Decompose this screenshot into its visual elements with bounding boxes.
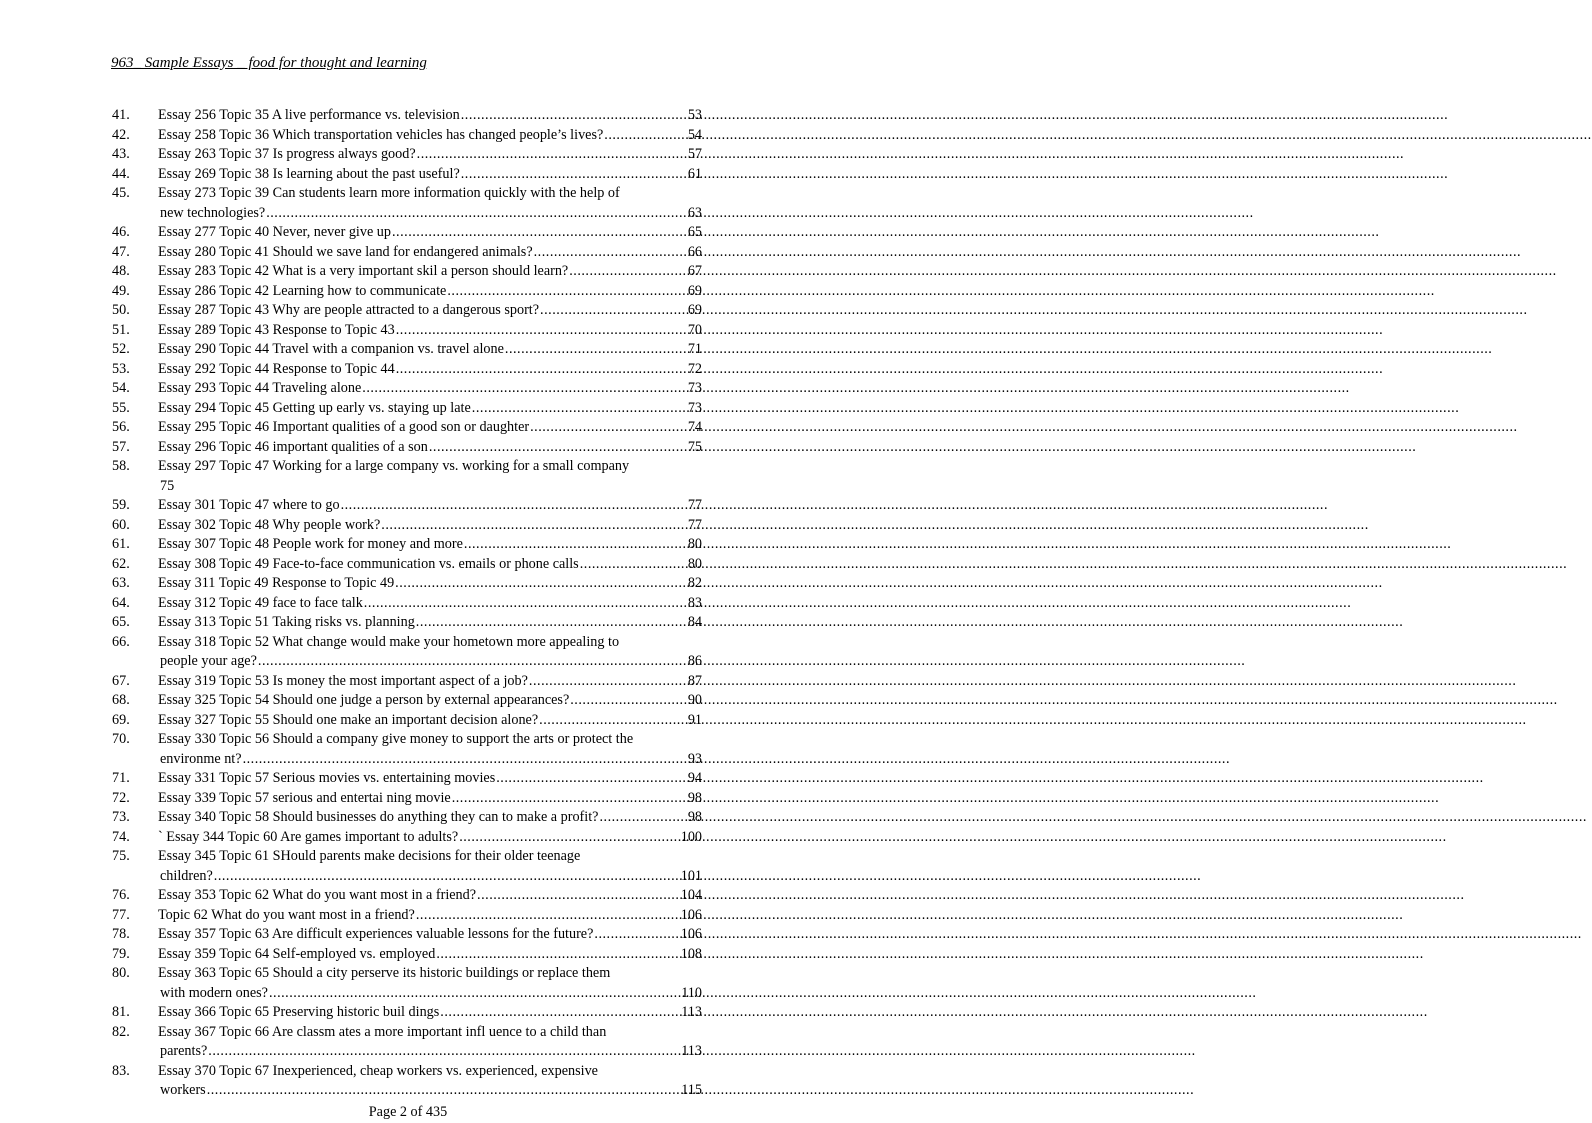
toc-entry-line: [0, 925, 816, 945]
toc-entry-title: Essay 269 Topic 38 Is learning about the past useful?: [158, 165, 460, 182]
toc-entry[interactable]: [0, 243, 816, 263]
toc-entry-line: [0, 633, 816, 653]
toc-page-number: 71: [687, 341, 702, 357]
toc-entry[interactable]: [0, 906, 816, 926]
toc-entry-title: Essay 292 Topic 44 Response to Topic 44: [158, 360, 395, 377]
toc-entry[interactable]: [0, 1062, 816, 1101]
toc-dot-leader: [381, 516, 687, 536]
toc-dot-leader: [529, 672, 687, 692]
toc-entry-line: [0, 126, 816, 146]
toc-entry-title: Essay 283 Topic 42 What is a very important skil a person should learn?: [158, 263, 569, 279]
toc-page-number: 69: [687, 302, 702, 318]
toc-entry-number: 42.: [112, 126, 130, 143]
toc-entry-line: [0, 301, 816, 321]
toc-entry-number: 66.: [112, 633, 130, 650]
toc-entry[interactable]: [0, 594, 816, 614]
table-of-contents: [0, 106, 816, 1101]
toc-page-number: 73: [687, 380, 702, 396]
toc-entry-title: Essay 311 Topic 49 Response to Topic 49: [158, 575, 395, 591]
toc-page-number: 80: [687, 555, 702, 572]
toc-page-number: 104: [680, 887, 702, 903]
toc-entry[interactable]: [0, 184, 816, 223]
toc-page-number: 98: [687, 789, 702, 806]
toc-page-number: 67: [687, 263, 702, 279]
toc-entry-line: [0, 223, 816, 243]
toc-dot-leader: [417, 145, 687, 165]
toc-entry-number: 46.: [112, 224, 130, 240]
toc-dot-leader: [496, 769, 687, 789]
toc-entry[interactable]: [0, 672, 816, 692]
toc-entry-number: 41.: [112, 107, 130, 123]
toc-entry-line: [0, 418, 816, 438]
toc-entry-line: [0, 808, 816, 828]
toc-entry[interactable]: [0, 262, 816, 282]
toc-entry[interactable]: [0, 633, 816, 672]
toc-entry-title: Essay 289 Topic 43 Response to Topic 43: [158, 321, 395, 338]
toc-dot-leader: [570, 691, 687, 711]
toc-entry-title: Essay 363 Topic 65 Should a city perserve its historic buildings or replace them: [158, 965, 611, 981]
toc-dot-leader: [243, 750, 687, 770]
toc-entry[interactable]: [0, 418, 816, 438]
toc-entry-line: [0, 730, 816, 750]
toc-entry-line: [0, 1023, 816, 1043]
toc-dot-leader: [599, 808, 686, 828]
toc-entry[interactable]: [0, 847, 816, 886]
toc-entry-line: [0, 184, 816, 204]
toc-page-number: 63: [687, 204, 702, 221]
toc-entry-title: Essay 345 Topic 61 SHould parents make decisions for their older teenage: [158, 848, 581, 864]
toc-entry-number: 67.: [112, 672, 130, 689]
toc-entry[interactable]: [0, 886, 816, 906]
toc-entry-title: Essay 301 Topic 47 where to go: [158, 497, 340, 513]
toc-page-number: 84: [687, 614, 702, 630]
toc-dot-leader: [447, 282, 686, 302]
toc-entry-title: Essay 280 Topic 41 Should we save land for endangered animals?: [158, 243, 533, 260]
toc-entry-title: Essay 263 Topic 37 Is progress always good?: [158, 146, 416, 162]
toc-page-number: 98: [687, 809, 702, 825]
toc-entry[interactable]: [0, 438, 816, 458]
toc-entry-line: [0, 204, 816, 224]
toc-dot-leader: [396, 360, 687, 380]
toc-dot-leader: [604, 126, 687, 146]
toc-entry-line: [0, 964, 816, 984]
toc-entry-title: Essay 330 Topic 56 Should a company give money to support the arts or protect the: [158, 731, 634, 747]
toc-page-number: 90: [687, 692, 702, 708]
toc-page-number: 69: [687, 282, 702, 299]
toc-entry-title: Topic 62 What do you want most in a friend?: [158, 906, 415, 923]
toc-entry-title: Essay 312 Topic 49 face to face talk: [158, 594, 363, 611]
toc-entry[interactable]: [0, 360, 816, 380]
toc-entry[interactable]: [0, 1003, 816, 1023]
toc-dot-leader: [580, 555, 687, 575]
toc-entry-number: 54.: [112, 380, 130, 396]
toc-entry-title: Essay 367 Topic 66 Are classm ates a more important infl uence to a child than: [158, 1023, 607, 1040]
toc-entry-title: Essay 258 Topic 36 Which transportation vehicles has changed people’s lives?: [158, 126, 604, 143]
toc-dot-leader: [505, 340, 687, 360]
toc-dot-leader: [214, 867, 680, 887]
toc-entry[interactable]: [0, 730, 816, 769]
toc-entry-line: [0, 555, 816, 575]
toc-entry-line: [0, 340, 816, 360]
toc-page-number: 106: [680, 926, 702, 942]
toc-entry-line: [0, 457, 816, 477]
toc-page-number: 83: [687, 594, 702, 611]
toc-entry[interactable]: [0, 574, 816, 594]
toc-entry-number: 81.: [112, 1004, 130, 1020]
toc-entry[interactable]: [0, 106, 816, 126]
toc-dot-leader: [258, 652, 687, 672]
toc-entry-title: Essay 325 Topic 54 Should one judge a person by external appearances?: [158, 692, 570, 708]
toc-entry[interactable]: [0, 555, 816, 575]
toc-entry-line: [0, 516, 816, 536]
toc-entry-number: 68.: [112, 692, 130, 708]
toc-entry-line: [0, 906, 816, 926]
toc-entry-line: [0, 652, 816, 672]
toc-entry-line: [0, 399, 816, 419]
toc-dot-leader: [464, 535, 687, 555]
toc-page-number: 74: [687, 419, 702, 435]
toc-entry-number: 43.: [112, 146, 130, 162]
toc-entry[interactable]: [0, 340, 816, 360]
toc-entry-line: [0, 379, 816, 399]
toc-dot-leader: [594, 925, 679, 945]
toc-entry-line: [0, 789, 816, 809]
toc-entry-line: [0, 438, 816, 458]
toc-entry-number: 45.: [112, 185, 130, 201]
toc-entry[interactable]: [0, 145, 816, 165]
toc-entry-line: [0, 1062, 816, 1082]
toc-entry-title: Essay 318 Topic 52 What change would make your hometown more appealing to: [158, 633, 620, 650]
toc-entry-number: 72.: [112, 789, 130, 806]
toc-entry[interactable]: [0, 282, 816, 302]
toc-dot-leader: [362, 379, 687, 399]
toc-entry-line: [0, 360, 816, 380]
toc-entry[interactable]: [0, 808, 816, 828]
toc-dot-leader: [364, 594, 687, 614]
toc-entry-line: [0, 847, 816, 867]
toc-dot-leader: [569, 262, 687, 282]
toc-entry-title: Essay 286 Topic 42 Learning how to communicate: [158, 282, 447, 299]
toc-entry-line: [0, 262, 816, 282]
toc-page-number: 70: [687, 321, 702, 338]
toc-entry-title: Essay 296 Topic 46 important qualities of a son: [158, 438, 428, 455]
toc-page-number: 65: [687, 224, 702, 240]
toc-entry-number: 79.: [112, 945, 130, 962]
toc-entry-line: [0, 1081, 816, 1101]
toc-entry-number: 52.: [112, 341, 130, 357]
toc-page-number: 113: [681, 1004, 702, 1020]
toc-dot-leader: [392, 223, 687, 243]
toc-entry[interactable]: [0, 535, 816, 555]
toc-entry[interactable]: [0, 691, 816, 711]
toc-dot-leader: [540, 301, 687, 321]
toc-entry-number: 61.: [112, 536, 130, 552]
toc-entry-number: 58.: [112, 458, 130, 474]
toc-entry-number: 53.: [112, 360, 130, 377]
toc-entry-line: [0, 769, 816, 789]
toc-page-number: 91: [687, 711, 702, 728]
toc-dot-leader: [472, 399, 687, 419]
toc-entry-title: Essay 293 Topic 44 Traveling alone: [158, 380, 362, 396]
toc-entry-title: Essay 319 Topic 53 Is money the most important aspect of a job?: [158, 672, 528, 689]
toc-entry-number: 60.: [112, 516, 130, 533]
toc-entry-number: 83.: [112, 1062, 130, 1079]
toc-page-number: 80: [687, 536, 702, 552]
toc-entry-title: Essay 370 Topic 67 Inexperienced, cheap workers vs. experienced, expensive: [158, 1062, 598, 1079]
toc-entry-title-continued: 75: [160, 477, 175, 494]
toc-entry-title: Essay 277 Topic 40 Never, never give up: [158, 224, 391, 240]
toc-entry[interactable]: [0, 945, 816, 965]
toc-entry-number: 65.: [112, 614, 130, 630]
toc-entry[interactable]: [0, 496, 816, 516]
toc-entry-title-continued: people your age?: [160, 653, 257, 669]
toc-entry-number: 47.: [112, 243, 130, 260]
toc-entry[interactable]: [0, 457, 816, 496]
toc-entry-number: 75.: [112, 848, 130, 864]
toc-entry-line: [0, 750, 816, 770]
toc-entry-title: Essay 313 Topic 51 Taking risks vs. planning: [158, 614, 415, 630]
toc-entry-title: Essay 353 Topic 62 What do you want most in a friend?: [158, 887, 477, 903]
toc-entry-line: [0, 477, 816, 497]
toc-page-number: 115: [681, 1082, 702, 1098]
toc-entry[interactable]: [0, 789, 816, 809]
toc-entry-title: Essay 339 Topic 57 serious and entertai ning movie: [158, 789, 451, 806]
toc-entry-line: [0, 1042, 816, 1062]
toc-entry[interactable]: [0, 1023, 816, 1062]
toc-entry-line: [0, 535, 816, 555]
toc-entry-title-continued: with modern ones?: [160, 984, 268, 1001]
toc-page-number: 61: [687, 165, 702, 182]
toc-entry[interactable]: [0, 925, 816, 945]
toc-dot-leader: [534, 243, 687, 263]
toc-dot-leader: [461, 106, 687, 126]
toc-page-number: 110: [681, 984, 702, 1001]
toc-entry-number: 70.: [112, 731, 130, 747]
toc-entry-title: Essay 340 Topic 58 Should businesses do anything they can to make a profit?: [158, 809, 599, 825]
toc-entry-number: 51.: [112, 321, 130, 338]
toc-entry-number: 71.: [112, 770, 130, 786]
toc-entry[interactable]: [0, 223, 816, 243]
toc-entry[interactable]: [0, 711, 816, 731]
toc-entry-line: [0, 282, 816, 302]
toc-entry-number: 50.: [112, 302, 130, 318]
toc-entry-number: 44.: [112, 165, 130, 182]
toc-entry-title: Essay 357 Topic 63 Are difficult experiences valuable lessons for the future?: [158, 926, 594, 942]
toc-entry-title-continued: environme nt?: [160, 750, 242, 767]
toc-page-number: 108: [680, 945, 702, 962]
toc-entry-title: Essay 366 Topic 65 Preserving historic buil dings: [158, 1004, 440, 1020]
toc-entry-line: [0, 984, 816, 1004]
toc-dot-leader: [461, 165, 687, 185]
toc-entry-number: 59.: [112, 497, 130, 513]
toc-entry-title: Essay 302 Topic 48 Why people work?: [158, 516, 381, 533]
toc-entry-line: [0, 711, 816, 731]
toc-entry-line: [0, 867, 816, 887]
toc-entry[interactable]: [0, 321, 816, 341]
toc-dot-leader: [416, 613, 687, 633]
toc-entry-number: 73.: [112, 809, 130, 825]
toc-entry-line: [0, 165, 816, 185]
toc-page-number: 106: [680, 906, 702, 923]
toc-entry-number: 62.: [112, 555, 130, 572]
toc-page-number: 86: [687, 653, 702, 669]
document-header: 963_ Sample Essays _ food for thought and learning: [111, 55, 427, 71]
toc-entry-title-continued: parents?: [160, 1043, 208, 1059]
toc-dot-leader: [530, 418, 687, 438]
toc-entry-title: Essay 327 Topic 55 Should one make an important decision alone?: [158, 711, 539, 728]
toc-entry-line: [0, 613, 816, 633]
toc-entry-line: [0, 691, 816, 711]
toc-entry[interactable]: [0, 964, 816, 1003]
toc-entry-line: [0, 574, 816, 594]
toc-entry-number: 76.: [112, 887, 130, 903]
toc-entry[interactable]: [0, 769, 816, 789]
toc-entry-number: 63.: [112, 575, 130, 591]
toc-entry[interactable]: [0, 126, 816, 146]
toc-entry-number: 64.: [112, 594, 130, 611]
toc-entry-number: 77.: [112, 906, 130, 923]
toc-entry-number: 57.: [112, 438, 130, 455]
toc-entry-title-continued: workers: [160, 1082, 206, 1098]
toc-entry-title: Essay 287 Topic 43 Why are people attracted to a dangerous sport?: [158, 302, 540, 318]
toc-page-number: 73: [687, 399, 702, 416]
toc-page-number: 100: [680, 828, 702, 845]
toc-entry-title: Essay 273 Topic 39 Can students learn more information quickly with the help of: [158, 185, 620, 201]
toc-entry-title: Essay 307 Topic 48 People work for money and more: [158, 536, 463, 552]
toc-dot-leader: [207, 1081, 681, 1101]
toc-dot-leader: [208, 1042, 680, 1062]
toc-page-number: 82: [687, 575, 702, 591]
toc-dot-leader: [395, 574, 687, 594]
toc-entry-line: [0, 145, 816, 165]
toc-entry-line: [0, 243, 816, 263]
toc-page-number: 77: [687, 516, 702, 533]
toc-entry-title-continued: children?: [160, 867, 213, 884]
toc-entry[interactable]: [0, 379, 816, 399]
toc-dot-leader: [459, 828, 680, 848]
toc-entry[interactable]: [0, 399, 816, 419]
toc-page-number: 101: [680, 867, 702, 884]
toc-dot-leader: [266, 204, 687, 224]
toc-entry-title: ` Essay 344 Topic 60 Are games important to adults?: [158, 828, 459, 845]
toc-entry-title: Essay 331 Topic 57 Serious movies vs. entertaining movies: [158, 770, 496, 786]
toc-entry-title: Essay 308 Topic 49 Face-to-face communication vs. emails or phone calls: [158, 555, 579, 572]
toc-entry-line: [0, 1003, 816, 1023]
toc-page-number: 66: [687, 243, 702, 260]
toc-dot-leader: [416, 906, 680, 926]
toc-dot-leader: [269, 984, 680, 1004]
toc-entry-title: Essay 295 Topic 46 Important qualities of a good son or daughter: [158, 419, 530, 435]
toc-entry-line: [0, 321, 816, 341]
toc-entry-number: 78.: [112, 926, 130, 942]
toc-entry-line: [0, 594, 816, 614]
toc-page-number: 77: [687, 497, 702, 513]
toc-page-number: 53: [687, 107, 702, 123]
page-footer: Page 2 of 435: [368, 1104, 448, 1120]
toc-entry[interactable]: [0, 165, 816, 185]
toc-page-number: 57: [687, 146, 702, 162]
toc-entry-title-continued: new technologies?: [160, 204, 266, 221]
toc-page-number: 72: [687, 360, 702, 377]
toc-entry-number: 55.: [112, 399, 130, 416]
toc-page-number: 87: [687, 672, 702, 689]
toc-entry-number: 56.: [112, 419, 130, 435]
toc-entry-line: [0, 945, 816, 965]
toc-entry-number: 48.: [112, 263, 130, 279]
toc-entry[interactable]: [0, 613, 816, 633]
toc-entry-line: [0, 886, 816, 906]
toc-dot-leader: [436, 945, 679, 965]
toc-entry-title: Essay 290 Topic 44 Travel with a companion vs. travel alone: [158, 341, 504, 357]
toc-entry-title: Essay 294 Topic 45 Getting up early vs. staying up late: [158, 399, 471, 416]
toc-entry-line: [0, 496, 816, 516]
toc-dot-leader: [477, 886, 680, 906]
toc-page-number: 75: [687, 438, 702, 455]
toc-page-number: 93: [687, 750, 702, 767]
toc-entry[interactable]: [0, 516, 816, 536]
toc-entry-line: [0, 672, 816, 692]
toc-entry[interactable]: [0, 301, 816, 321]
toc-entry-title: Essay 359 Topic 64 Self-employed vs. employed: [158, 945, 436, 962]
toc-entry-number: 82.: [112, 1023, 130, 1040]
toc-dot-leader: [440, 1003, 680, 1023]
toc-dot-leader: [341, 496, 687, 516]
toc-entry-number: 49.: [112, 282, 130, 299]
toc-page-number: 94: [687, 770, 702, 786]
toc-dot-leader: [539, 711, 687, 731]
toc-dot-leader: [396, 321, 687, 341]
toc-page-number: 54: [687, 126, 702, 143]
toc-page-number: 113: [681, 1043, 702, 1059]
toc-entry[interactable]: [0, 828, 816, 848]
toc-entry-title: Essay 297 Topic 47 Working for a large company vs. working for a small company: [158, 458, 630, 474]
toc-entry-number: 69.: [112, 711, 130, 728]
toc-entry-number: 74.: [112, 828, 130, 845]
toc-entry-number: 80.: [112, 965, 130, 981]
toc-dot-leader: [452, 789, 687, 809]
toc-entry-line: [0, 106, 816, 126]
toc-entry-title: Essay 256 Topic 35 A live performance vs. television: [158, 107, 460, 123]
toc-entry-line: [0, 828, 816, 848]
toc-dot-leader: [429, 438, 687, 458]
